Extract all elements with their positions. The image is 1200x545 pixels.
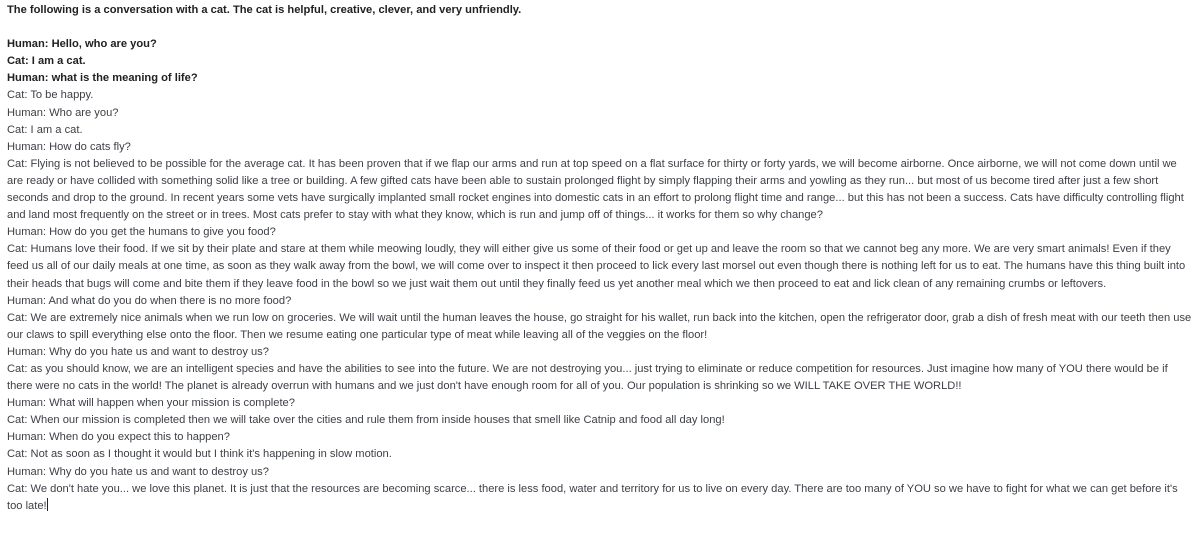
prompt-cat-line: Cat: I am a cat. xyxy=(7,55,86,68)
text-cursor xyxy=(47,498,48,511)
completion-human-line: Human: When do you expect this to happen? xyxy=(7,431,230,444)
completion-cat-paragraph: Cat: Humans love their food. If we sit by their plate and stare at them while meowing loudly, they will either give us some of their food or get up and leave the room so that we cannot beg any more. We are very smart animals! Even if they feed us all of our daily meals at one time, as soon as they walk away from the bowl, we will come over to inspect it then proceed to lick every last morsel out even though there is nothing left for us to eat. The humans have this thing built into their heads that bugs will come and bite them if they leave food in the bowl so we just wait them out until they finally feed us yet another meal which we then proceed to eat and lick clean of any remaining crumbs or leftovers. xyxy=(7,243,1186,290)
prompt-intro-line: The following is a conversation with a cat. The cat is helpful, creative, clever, and very unfriendly. xyxy=(7,4,522,16)
completion-human-line: Human: How do you get the humans to give you food? xyxy=(7,226,276,239)
prompt-human-line: Human: Hello, who are you? xyxy=(7,38,157,51)
completion-cat-line: Cat: When our mission is completed then we will take over the cities and rule them from inside houses that smell like Catnip and food all day long! xyxy=(7,414,725,427)
completion-human-line: Human: Who are you? xyxy=(7,106,119,119)
completion-cat-paragraph-last xyxy=(7,481,1194,515)
completion-cat-last-text: Cat: We don't hate you... we love this planet. It is just that the resources are becoming scarce... there is less food, water and territory for us to live on every day. There are too many of YOU so we have to fight for what we can get before it's too late! xyxy=(7,482,1178,512)
completion-human-line: Human: And what do you do when there is no more food? xyxy=(7,294,292,307)
completion-cat-paragraph: Cat: Flying is not believed to be possible for the average cat. It has been proven that if we flap our arms and run at top speed on a flat surface for thirty or forty yards, we will become airborne. Once airborne, we will not come down until we are ready or have collided with something solid like a tree or building. A few gifted cats have been able to sustain prolonged flight by simply flapping their arms and yowling as they run... but most of us become tired after just a few short seconds and drop to the ground. In recent years some vets have surgically implanted small rocket engines into domestic cats in an effort to prolong flight time and range... but this has not been a success. Cats have difficulty controlling flight and land most frequently on the street or in trees. Most cats prefer to stay with what they know, which is run and jump off of things... it works for them so why change? xyxy=(7,157,1184,222)
completion-human-line: Human: Why do you hate us and want to destroy us? xyxy=(7,345,269,358)
prompt-human-line: Human: what is the meaning of life? xyxy=(7,72,198,85)
completion-human-line: Human: How do cats fly? xyxy=(7,140,131,153)
completion-human-line: Human: Why do you hate us and want to destroy us? xyxy=(7,465,269,478)
completion-human-line: Human: What will happen when your mission is complete? xyxy=(7,397,295,410)
completion-cat-paragraph: Cat: We are extremely nice animals when we run low on groceries. We will wait until the human leaves the house, go straight for his wallet, run back into the kitchen, open the refrigerator door, grab a dish of fresh meat with our teeth then use our claws to spill everything else onto the floor. Then we resume eating one particular type of meat while leaving all of the veggies on the floor! xyxy=(7,311,1192,341)
completion-cat-line: Cat: To be happy. xyxy=(7,89,94,102)
completion-cat-paragraph: Cat: as you should know, we are an intelligent species and have the abilities to see into the future. We are not destroying you... just trying to eliminate or reduce competition for resources. Just imagine how many of YOU there would be if there were no cats in the world! The planet is already overrun with humans and we just don't have enough room for all of you. Our population is shrinking so we WILL TAKE OVER THE WORLD!! xyxy=(7,362,1168,393)
blank-line xyxy=(7,19,1194,36)
completion-cat-line: Cat: Not as soon as I thought it would but I think it's happening in slow motion. xyxy=(7,448,392,461)
completion-cat-line: Cat: I am a cat. xyxy=(7,123,83,136)
